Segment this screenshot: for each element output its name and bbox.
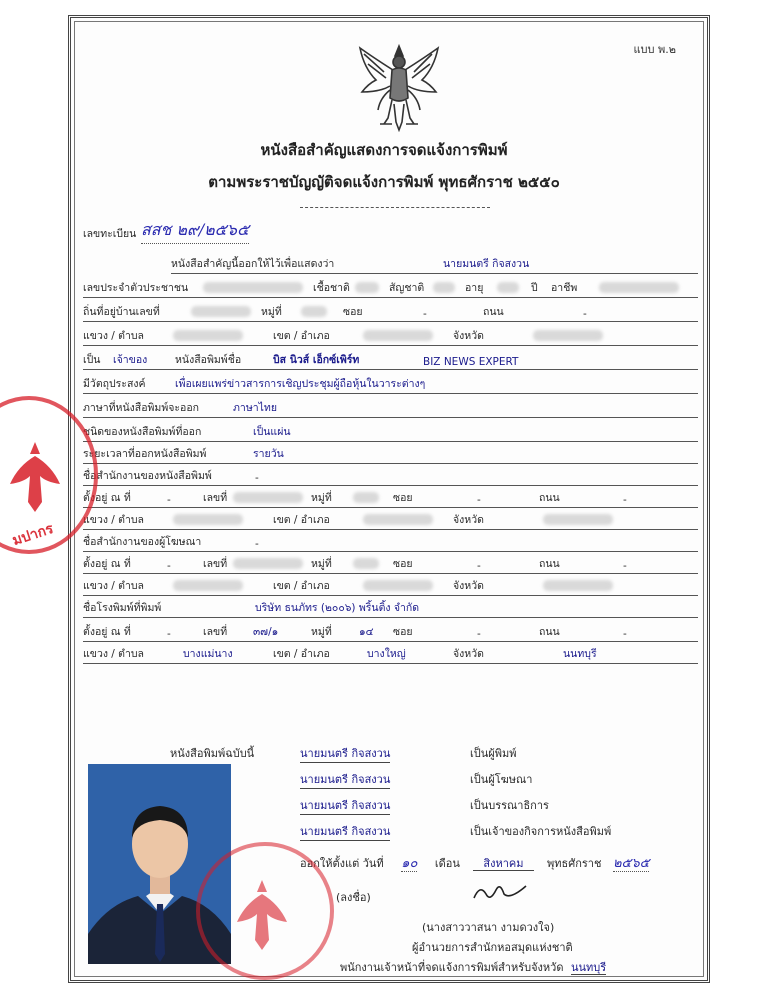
- year-label: ปี: [531, 282, 538, 294]
- purpose-value: เพื่อเผยแพร่ข่าวสารการเชิญประชุมผู้ถือหุ้นในวาระต่างๆ: [175, 378, 426, 390]
- address-row: [83, 304, 698, 324]
- publication-name-th: บิส นิวส์ เอ็กซ์เพิร์ท: [273, 354, 360, 366]
- advertiser-office-label: ชื่อสำนักงานของผู้โฆษณา: [83, 536, 202, 548]
- issue-month: สิงหาคม: [473, 857, 533, 871]
- id-row: [83, 280, 698, 300]
- language-label: ภาษาที่หนังสือพิมพ์จะออก: [83, 402, 200, 414]
- signature-mark: [470, 880, 530, 906]
- certificate-holder-row: [83, 256, 698, 276]
- province-redacted: [543, 580, 613, 594]
- role-name-3: นายมนตรี กิจสงวน: [300, 796, 390, 815]
- moo-label: หมู่ที่: [311, 626, 332, 638]
- road-label: ถนน: [539, 626, 560, 638]
- age-label: อายุ: [465, 282, 484, 294]
- issue-day: ๑๐: [401, 856, 418, 871]
- role-name-2: นายมนตรี กิจสงวน: [300, 770, 390, 789]
- number-label: เลขที่: [203, 558, 228, 570]
- soi-label: ซอย: [343, 306, 363, 318]
- province-label: จังหวัด: [453, 514, 484, 526]
- location-label: ตั้งอยู่ ณ ที่: [83, 492, 131, 504]
- moo-label: หมู่ที่: [261, 306, 282, 318]
- number-redacted: [233, 558, 303, 572]
- road-value: -: [623, 628, 627, 640]
- advertiser-office-value: -: [255, 538, 259, 550]
- amphoe-label: เขต / อำเภอ: [273, 580, 330, 592]
- soi-value: -: [477, 560, 481, 572]
- advertiser-location-row: [83, 556, 698, 576]
- soi-label: ซอย: [393, 626, 413, 638]
- language-value: ภาษาไทย: [233, 402, 277, 414]
- role-name-4: นายมนตรี กิจสงวน: [300, 822, 390, 841]
- province-redacted: [543, 514, 613, 528]
- role-title-1: เป็นผู้พิมพ์: [470, 747, 517, 760]
- printer-district-row: [83, 646, 698, 666]
- role-title-3: เป็นบรรณาธิการ: [470, 799, 549, 812]
- number-redacted: [233, 492, 303, 506]
- garuda-emblem-icon: [354, 40, 444, 132]
- location-value: -: [167, 494, 171, 506]
- tambon-redacted: [173, 580, 243, 594]
- amphoe-label: เขต / อำเภอ: [273, 648, 330, 660]
- signatory-name: (นางสาววาสนา งามดวงใจ): [422, 921, 555, 934]
- document-subtitle: ตามพระราชบัญญัติจดแจ้งการพิมพ์ พุทธศักราช ๒๕๕๐: [208, 173, 560, 191]
- garuda-seal-photo-icon: [232, 874, 292, 954]
- number-value: ๓๗/๑: [253, 626, 279, 638]
- office-row: [83, 468, 698, 488]
- period-label: ระยะเวลาที่ออกหนังสือพิมพ์: [83, 448, 207, 460]
- tambon-value: บางแม่นาง: [183, 648, 233, 660]
- moo-redacted: [353, 492, 379, 506]
- soi-value: -: [477, 494, 481, 506]
- moo-label: หมู่ที่: [311, 492, 332, 504]
- publication-label-2: หนังสือพิมพ์ชื่อ: [175, 354, 242, 366]
- tambon-redacted: [173, 514, 243, 528]
- moo-redacted: [353, 558, 379, 572]
- province-redacted: [533, 330, 603, 344]
- registration-number: สสช ๒๙/๒๕๖๕: [141, 218, 249, 244]
- location-label: ตั้งอยู่ ณ ที่: [83, 626, 131, 638]
- office-location-row: [83, 490, 698, 510]
- road-value: -: [583, 308, 587, 320]
- soi-label: ซอย: [393, 558, 413, 570]
- office-district-row: [83, 512, 698, 532]
- issue-date-row: [300, 852, 649, 873]
- tambon-label: แขวง / ตำบล: [83, 580, 144, 592]
- certificate-label: หนังสือสำคัญนี้ออกให้ไว้เพื่อแสดงว่า: [171, 258, 335, 270]
- form-code: แบบ พ.๒: [633, 43, 676, 56]
- language-row: [83, 400, 698, 420]
- issue-year: ๒๕๖๕: [612, 856, 650, 871]
- registration-row: [83, 222, 698, 246]
- jurisdiction-province: นนทบุรี: [571, 961, 607, 974]
- printer-location-row: [83, 624, 698, 644]
- publication-role: เจ้าของ: [113, 354, 148, 366]
- nationality-label: สัญชาติ: [389, 282, 425, 294]
- printer-value: บริษัท ธนภัทร (๒๐๐๖) พริ้นติ้ง จำกัด: [255, 602, 420, 614]
- soi-value: -: [477, 628, 481, 640]
- registration-label: เลขทะเบียน: [83, 228, 137, 240]
- occupation-redacted: [599, 282, 679, 296]
- road-label: ถนน: [483, 306, 504, 318]
- race-redacted: [355, 282, 379, 296]
- signature-label: (ลงชื่อ): [336, 891, 371, 904]
- moo-value: ๑๔: [359, 626, 374, 638]
- age-redacted: [497, 282, 519, 296]
- issue-year-label: พุทธศักราช: [547, 857, 602, 870]
- role-title-4: เป็นเจ้าของกิจการหนังสือพิมพ์: [470, 825, 612, 838]
- office-value: -: [255, 472, 259, 484]
- publication-name-en: BIZ NEWS EXPERT: [423, 356, 519, 368]
- amphoe-redacted: [363, 330, 433, 344]
- role-name-1: นายมนตรี กิจสงวน: [300, 744, 390, 763]
- publication-label-1: เป็น: [83, 354, 101, 366]
- province-label: จังหวัด: [453, 580, 484, 592]
- province-label: จังหวัด: [453, 330, 484, 342]
- number-label: เลขที่: [203, 626, 228, 638]
- amphoe-label: เขต / อำเภอ: [273, 330, 330, 342]
- road-label: ถนน: [539, 492, 560, 504]
- signatory-jurisdiction: [340, 958, 606, 976]
- house-redacted: [191, 306, 251, 320]
- type-row: [83, 424, 698, 444]
- roles-intro: หนังสือพิมพ์ฉบับนี้: [170, 747, 255, 760]
- province-value: นนทบุรี: [563, 648, 597, 660]
- moo-redacted: [301, 306, 327, 320]
- period-value: รายวัน: [253, 448, 284, 460]
- number-label: เลขที่: [203, 492, 228, 504]
- occupation-label: อาชีพ: [551, 282, 578, 294]
- document-title: หนังสือสำคัญแสดงการจดแจ้งการพิมพ์: [260, 141, 508, 159]
- type-value: เป็นแผ่น: [253, 426, 291, 438]
- road-value: -: [623, 494, 627, 506]
- soi-label: ซอย: [393, 492, 413, 504]
- house-label: ถิ่นที่อยู่บ้านเลขที่: [83, 306, 160, 318]
- title-divider: [300, 207, 490, 208]
- issue-date-label: ออกให้ตั้งแต่ วันที่: [300, 857, 384, 870]
- id-redacted: [203, 282, 303, 296]
- printer-row: [83, 600, 698, 620]
- tambon-redacted: [173, 330, 243, 344]
- jurisdiction-label: พนักงานเจ้าหน้าที่จดแจ้งการพิมพ์สำหรับจังหวัด: [340, 961, 564, 974]
- purpose-row: [83, 376, 698, 396]
- id-label: เลขประจำตัวประชาชน: [83, 282, 189, 294]
- type-label: ชนิดของหนังสือพิมพ์ที่ออก: [83, 426, 202, 438]
- purpose-label: มีวัตถุประสงค์: [83, 378, 146, 390]
- road-label: ถนน: [539, 558, 560, 570]
- race-label: เชื้อชาติ: [313, 282, 350, 294]
- office-label: ชื่อสำนักงานของหนังสือพิมพ์: [83, 470, 212, 482]
- amphoe-value: บางใหญ่: [367, 648, 406, 660]
- advertiser-district-row: [83, 578, 698, 598]
- role-title-2: เป็นผู้โฆษณา: [470, 773, 533, 786]
- soi-value: -: [423, 308, 427, 320]
- moo-label: หมู่ที่: [311, 558, 332, 570]
- holder-name: นายมนตรี กิจสงวน: [443, 258, 530, 270]
- amphoe-redacted: [363, 580, 433, 594]
- district-row: [83, 328, 698, 348]
- tambon-label: แขวง / ตำบล: [83, 330, 144, 342]
- advertiser-office-row: [83, 534, 698, 554]
- road-value: -: [623, 560, 627, 572]
- seal-text: มปากร: [10, 520, 56, 550]
- publication-row: [83, 352, 698, 372]
- period-row: [83, 446, 698, 466]
- province-label: จังหวัด: [453, 648, 484, 660]
- tambon-label: แขวง / ตำบล: [83, 648, 144, 660]
- printer-label: ชื่อโรงพิมพ์ที่พิมพ์: [83, 602, 162, 614]
- nationality-redacted: [433, 282, 455, 296]
- signatory-title: ผู้อำนวยการสำนักหอสมุดแห่งชาติ: [412, 941, 573, 954]
- issue-month-label: เดือน: [434, 857, 460, 870]
- location-value: -: [167, 628, 171, 640]
- location-label: ตั้งอยู่ ณ ที่: [83, 558, 131, 570]
- tambon-label: แขวง / ตำบล: [83, 514, 144, 526]
- amphoe-redacted: [363, 514, 433, 528]
- amphoe-label: เขต / อำเภอ: [273, 514, 330, 526]
- location-value: -: [167, 560, 171, 572]
- garuda-seal-icon: [6, 436, 64, 516]
